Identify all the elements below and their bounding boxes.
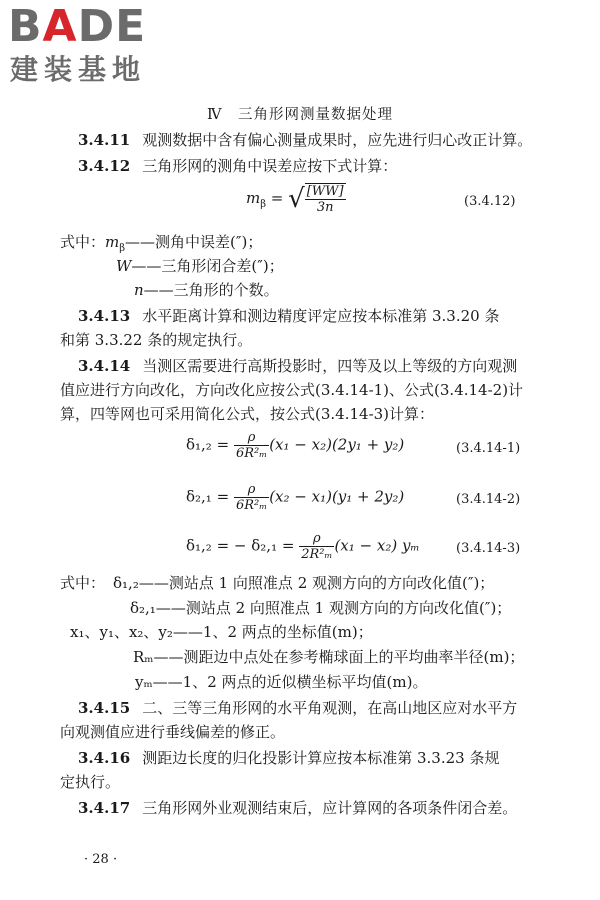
clause-3-4-15: 3.4.15 二、三等三角形网的水平角观测，在高山地区应对水平方	[78, 699, 518, 717]
formula-3-4-14-2: δ₂,₁ = $\frac{\rho}{\text{6R²ₘ}}$ (x₂ − x₁)(y₁ + 2y₂)	[186, 482, 405, 513]
bade-logo	[8, 2, 178, 90]
formula-3-4-14-1: δ₁,₂ = $\frac{\rho}{\text{6R²ₘ}}$ (x₁ − x₂)(2y₁ + y₂)	[186, 430, 405, 461]
equation-number: (3.4.14-1)	[456, 441, 521, 456]
definition-line: δ₂,₁——测站点 2 向照准点 1 观测方向的方向改化值(″)；	[130, 599, 512, 617]
formula-3-4-14-3: δ₁,₂ = − δ₂,₁ = $\frac{\rho}{\text{2R²ₘ}}$ (x₁ − x₂) yₘ	[186, 531, 420, 562]
logo-tagline: 建装基地	[10, 53, 147, 86]
definition-line: W——三角形闭合差(″)；	[116, 257, 284, 275]
clause-continuation: 定执行。	[60, 773, 121, 791]
clause-3-4-17: 3.4.17 三角形网外业观测结束后，应计算网的各项条件闭合差。	[78, 799, 518, 817]
definition-line: 式中：$m_\beta——$测角中误差(″)；	[60, 233, 263, 254]
clause-continuation: 值应进行方向改化，方向改化应按公式(3.4.14-1)、公式(3.4.14-2)计	[60, 381, 524, 399]
clause-3-4-14: 3.4.14 当测区需要进行高斯投影时，四等及以上等级的方向观测	[78, 357, 518, 375]
equation-number: (3.4.14-2)	[456, 492, 521, 507]
clause-continuation: 向观测值应进行垂线偏差的修正。	[60, 723, 286, 741]
page-number: · 28 ·	[84, 852, 118, 867]
logo-wordmark: BADE	[8, 1, 147, 52]
clause-continuation: 算，四等网也可采用简化公式，按公式(3.4.14-3)计算：	[60, 405, 435, 423]
clause-3-4-13: 3.4.13 水平距离计算和测边精度评定应按本标准第 3.3.20 条	[78, 307, 500, 325]
clause-3-4-11: 3.4.11 观测数据中含有偏心测量成果时，应先进行归心改正计算。	[78, 131, 533, 149]
equation-number: (3.4.12)	[464, 194, 516, 209]
clause-continuation: 和第 3.3.22 条的规定执行。	[60, 331, 253, 349]
equation-number: (3.4.14-3)	[456, 541, 521, 556]
clause-3-4-12: 3.4.12 三角形网的测角中误差应按下式计算：	[78, 157, 398, 175]
clause-3-4-16: 3.4.16 测距边长度的归化投影计算应按本标准第 3.3.23 条规	[78, 749, 500, 767]
formula-3-4-12: $m_\beta$ = √ $\frac{[WW]}{3n}$	[246, 184, 344, 215]
definition-line: 式中： δ₁,₂——测站点 1 向照准点 2 观测方向的方向改化值(″)；	[60, 574, 495, 592]
definition-line: x₁、y₁、x₂、y₂——1、2 两点的坐标值(m)；	[70, 623, 373, 641]
section-title: Ⅳ 三角形网测量数据处理	[207, 107, 393, 123]
definition-line: n——三角形的个数。	[134, 281, 279, 299]
definition-line: Rₘ——测距边中点处在参考椭球面上的平均曲率半径(m)；	[133, 648, 525, 666]
definition-line: yₘ——1、2 两点的近似横坐标平均值(m)。	[135, 673, 428, 691]
